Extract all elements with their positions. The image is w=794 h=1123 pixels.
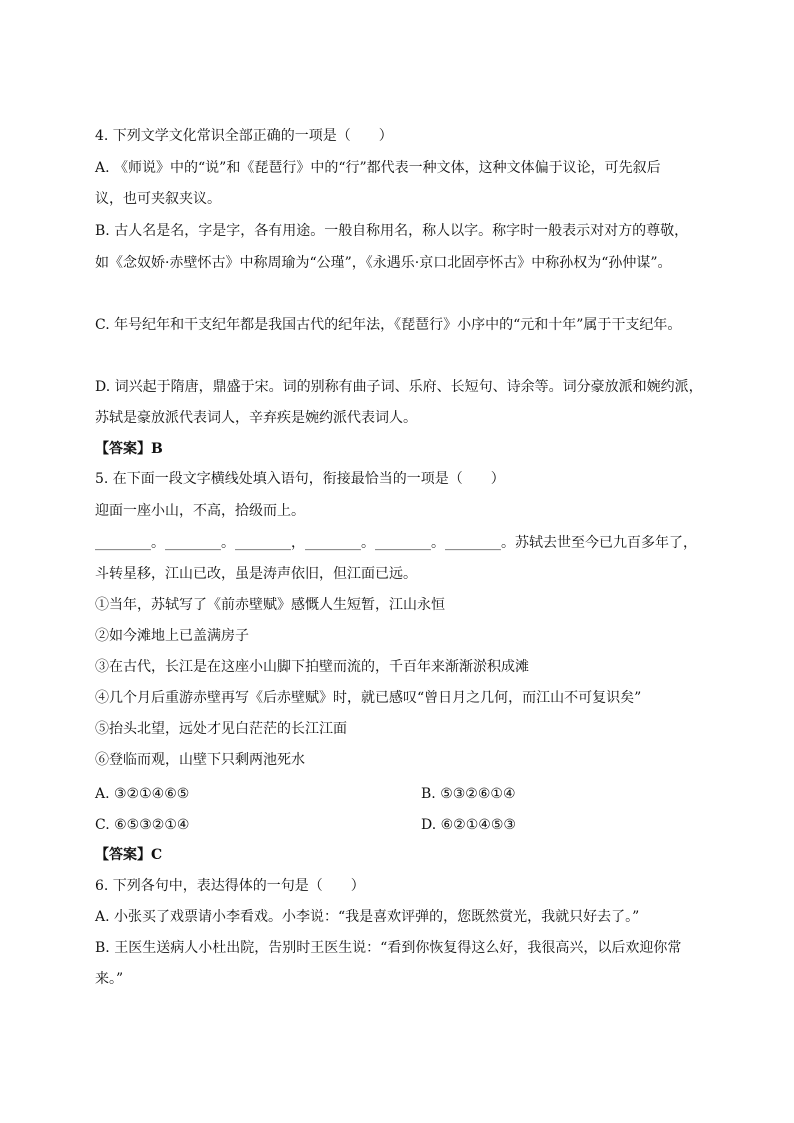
q4-option-d-line1: D. 词兴起于隋唐，鼎盛于宋。词的别称有曲子词、乐府、长短句、诗余等。词分豪放派和婉约派， — [95, 379, 703, 395]
q4-option-b-line1: B. 古人名是名，字是字，各有用途。一般自称用名，称人以字。称字时一般表示对对方的尊敬， — [95, 223, 689, 239]
q5-sentence-1: ①当年，苏轼写了《前赤壁赋》感慨人生短暂，江山永恒 — [95, 597, 445, 613]
q6-option-b-line2: 来。” — [95, 971, 124, 987]
q6-stem: 6. 下列各句中，表达得体的一句是（ ） — [95, 878, 365, 894]
q5-sentence-3: ③在古代，长江是在这座小山脚下拍壁而流的，千百年来渐渐淤积成滩 — [95, 659, 529, 675]
q5-answer: 【答案】C — [95, 847, 163, 863]
q5-option-b: B. ⑤③②⑥①④ — [421, 786, 516, 802]
q6-option-a-line1: A. 小张买了戏票请小李看戏。小李说：“我是喜欢评弹的，您既然赏光，我就只好去了。” — [95, 909, 640, 925]
q4-answer: 【答案】B — [95, 441, 163, 457]
q5-sentence-6: ⑥登临而观，山壁下只剩两池死水 — [95, 752, 305, 768]
q5-option-a: A. ③②①④⑥⑤ — [95, 786, 190, 802]
q4-stem: 4. 下列文学文化常识全部正确的一项是（ ） — [95, 128, 393, 144]
q4-option-a-line2: 议，也可夹叙夹议。 — [95, 191, 221, 207]
q5-passage-line1: 迎面一座小山，不高，拾级而上。 — [95, 503, 305, 519]
q4-option-d-line2: 苏轼是豪放派代表词人，辛弃疾是婉约派代表词人。 — [95, 410, 417, 426]
q5-stem: 5. 在下面一段文字横线处填入语句，衔接最恰当的一项是（ ） — [95, 471, 505, 487]
q6-option-b-line1: B. 王医生送病人小杜出院，告别时王医生说：“看到你恢复得这么好，我很高兴，以后欢迎你常 — [95, 940, 682, 956]
q5-sentence-2: ②如今滩地上已盖满房子 — [95, 628, 249, 644]
q5-option-c: C. ⑥⑤③②①④ — [95, 817, 190, 833]
q5-passage-line3: 斗转星移，江山已改，虽是涛声依旧，但江面已远。 — [95, 566, 417, 582]
q4-option-b-line2: 如《念奴娇·赤壁怀古》中称周瑜为“公瑾”，《永遇乐·京口北固亭怀古》中称孙权为“孙仲谋”。 — [95, 255, 672, 271]
q4-option-c-line1: C. 年号纪年和干支纪年都是我国古代的纪年法，《琵琶行》小序中的“元和十年”属于干支纪年。 — [95, 317, 682, 333]
q5-sentence-4: ④几个月后重游赤壁再写《后赤壁赋》时，就已感叹“曾日月之几何，而江山不可复识矣” — [95, 690, 642, 706]
q5-sentence-5: ⑤抬头北望，远处才见白茫茫的长江江面 — [95, 721, 347, 737]
q4-option-a-line1: A. 《师说》中的“说”和《琵琶行》中的“行”都代表一种文体，这种文体偏于议论，可先叙后 — [95, 160, 661, 176]
q5-passage-line2: ________。________。________，________。________。________。苏轼去世至今已九百多年了， — [95, 535, 697, 551]
q5-option-d: D. ⑥②①④⑤③ — [421, 817, 516, 833]
